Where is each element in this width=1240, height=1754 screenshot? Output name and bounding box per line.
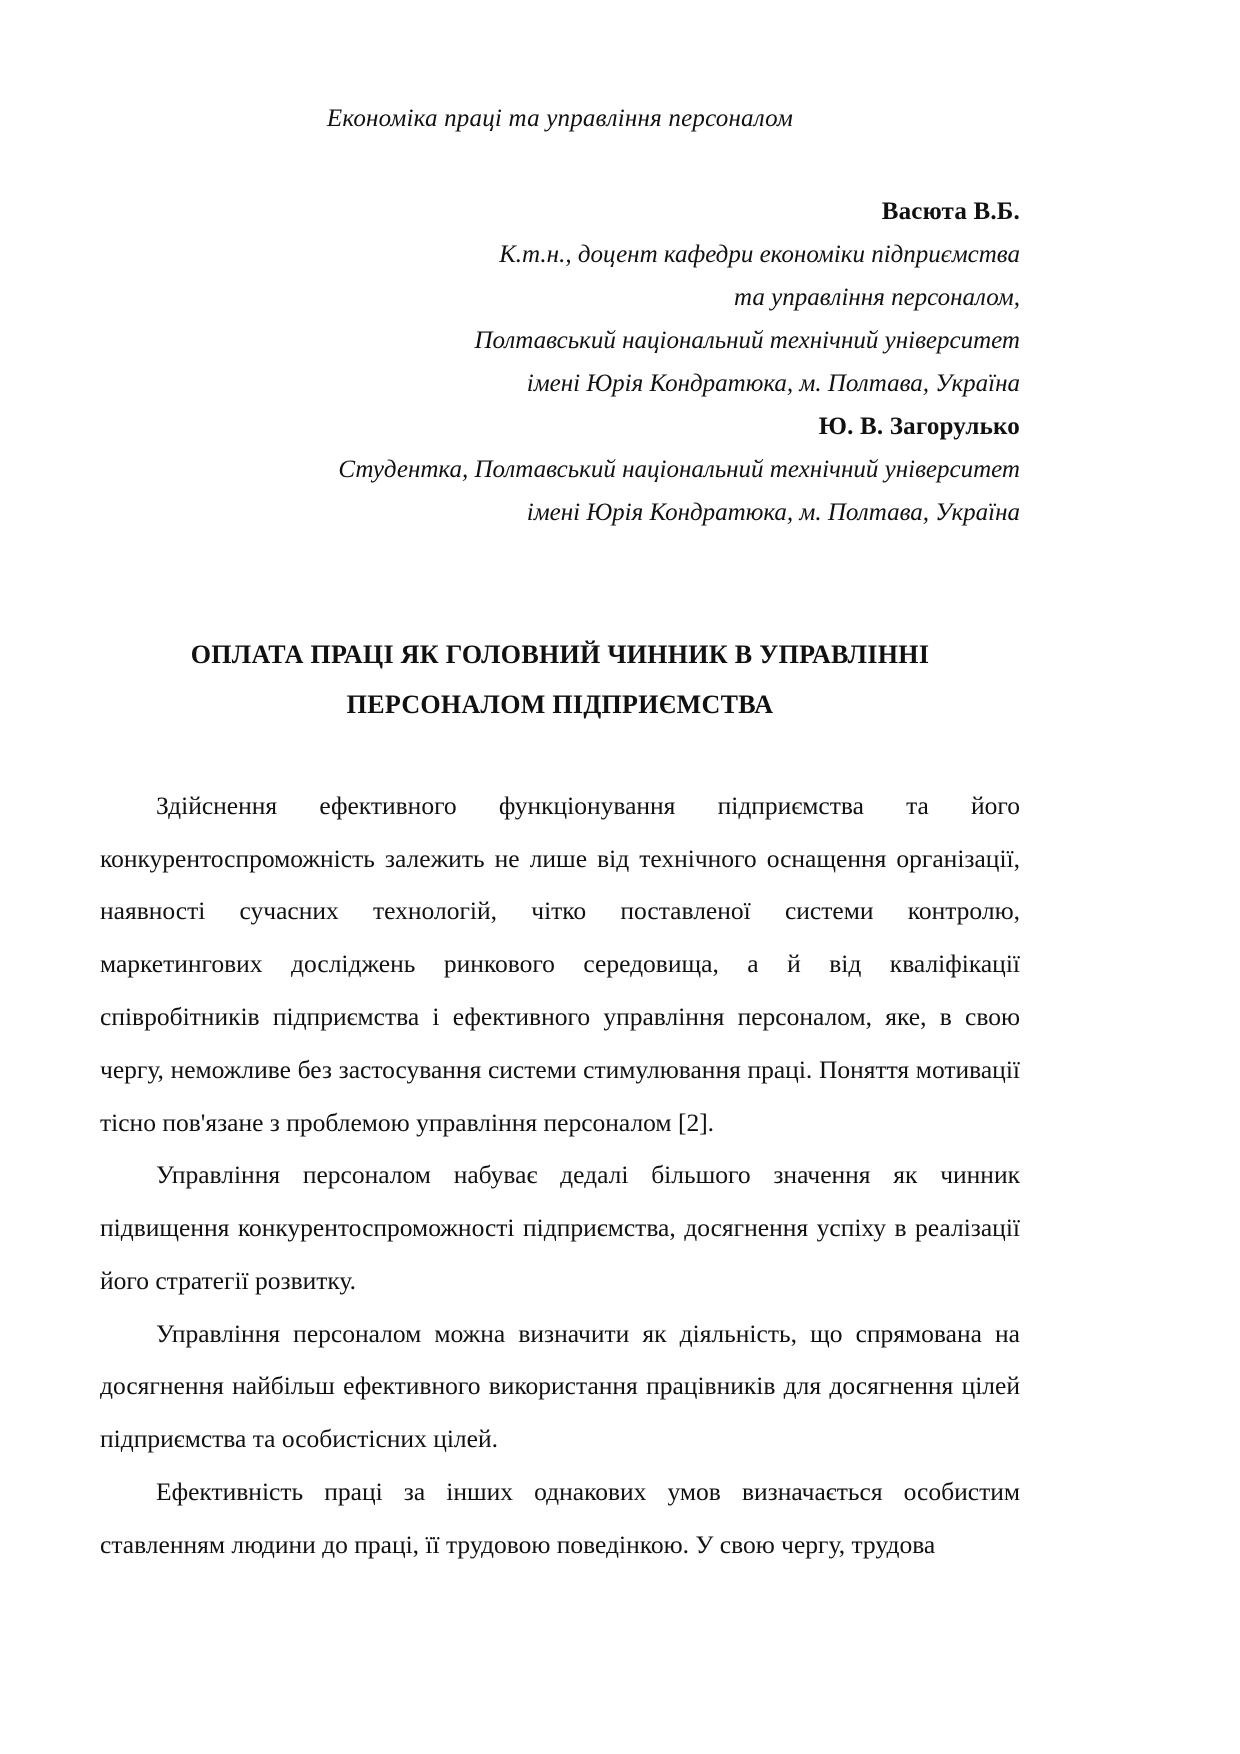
- author-affiliation-1-line-1: К.т.н., доцент кафедри економіки підприємства: [499, 241, 1020, 268]
- author-affiliation-1-line-3: Полтавський національний технічний університет: [474, 327, 1020, 354]
- body-paragraph-3: Управління персоналом можна визначити як діяльність, що спрямована на досягнення найбільш ефективного використання працівників для досягнення цілей підприємства та особистісних цілей.: [100, 1318, 1020, 1454]
- body-paragraph-1: Здійснення ефективного функціонування підприємства та його конкурентоспроможність залежить не лише від технічного оснащення організації, наявності сучасних технологій, чітко поставленої системи контролю, маркетингових досліджень ринкового середовища, а й від кваліфікації співробітників підприємства і ефективного управління персоналом, яке, в свою чергу, неможливе без застосування системи стимулювання праці. Поняття мотивації тісно пов'язане з проблемою управління персоналом [2].: [100, 790, 1020, 1137]
- author-block: [100, 190, 1020, 534]
- running-header: Економіка праці та управління персоналом: [326, 105, 794, 132]
- author-affiliation-2-line-1: Студентка, Полтавський національний технічний університет: [338, 456, 1020, 483]
- author-name-1: Васюта В.Б.: [881, 198, 1020, 225]
- author-affiliation-1-line-4: імені Юрія Кондратюка, м. Полтава, Україна: [526, 370, 1020, 397]
- author-affiliation-1-line-2: та управління персоналом,: [733, 284, 1020, 311]
- body-paragraph-2: Управління персоналом набуває дедалі більшого значення як чинник підвищення конкурентоспроможності підприємства, досягнення успіху в реалізації його стратегії розвитку.: [100, 1160, 1020, 1295]
- author-name-2: Ю. В. Загорулько: [818, 413, 1020, 440]
- body-paragraph-4: Ефективність праці за інших однакових умов визначається особистим ставленням людини до праці, її трудовою поведінкою. У свою чергу, трудова: [100, 1476, 1020, 1559]
- body-text: [100, 780, 1020, 1572]
- article-title: [100, 630, 1020, 730]
- page-content: [100, 0, 1020, 1572]
- article-title-line-1: ОПЛАТА ПРАЦІ ЯК ГОЛОВНИЙ ЧИННИК В УПРАВЛІННІ: [190, 640, 930, 669]
- author-affiliation-2-line-2: імені Юрія Кондратюка, м. Полтава, Україна: [526, 499, 1020, 526]
- article-title-line-2: ПЕРСОНАЛОМ ПІДПРИЄМСТВА: [346, 689, 774, 719]
